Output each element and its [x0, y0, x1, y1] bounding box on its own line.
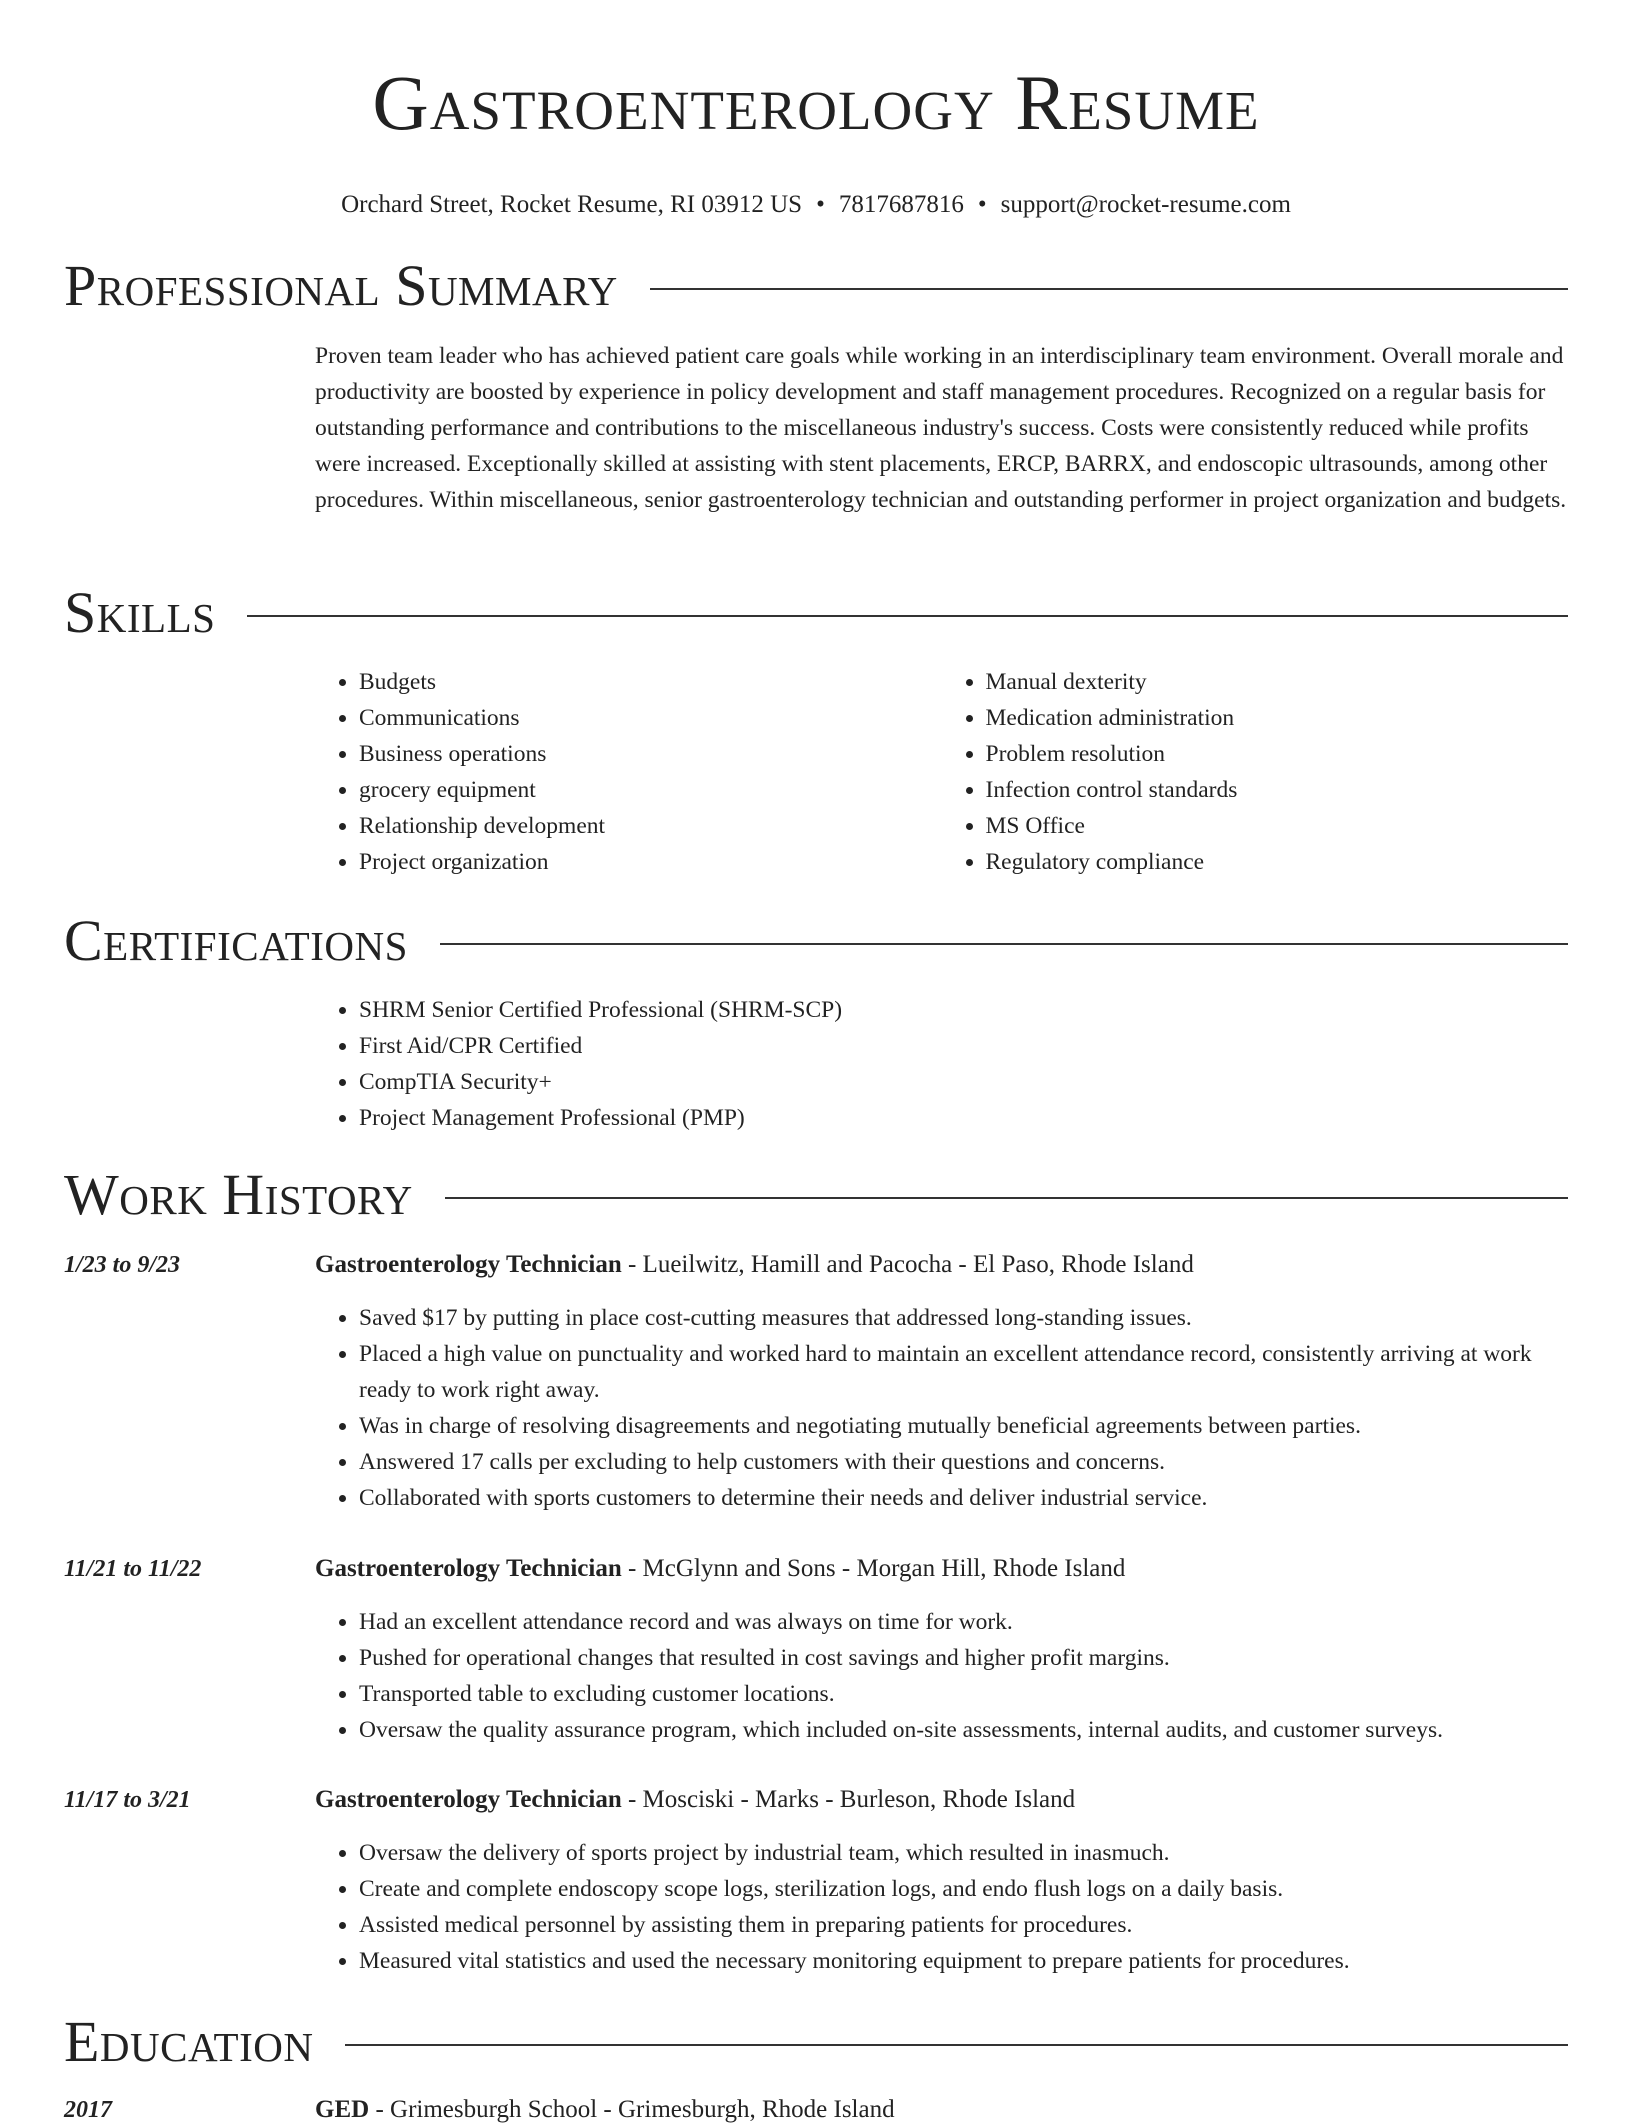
contact-phone: 7817687816 [838, 191, 964, 218]
contact-separator: • [977, 191, 987, 218]
summary-block [315, 338, 1568, 518]
certification-item: • Project Management Professional (PMP) [359, 1100, 1568, 1136]
skill-item: • Regulatory compliance [986, 844, 1569, 880]
job-bullet: • Collaborated with sports customers to determine their needs and deliver industrial service. [359, 1480, 1568, 1516]
contact-separator: • [816, 191, 825, 218]
job-heading [315, 1247, 1568, 1283]
job-title: Gastroenterology Technician [315, 1786, 622, 1813]
certification-item: • First Aid/CPR Certified [359, 1028, 1568, 1064]
job-heading [315, 1782, 1568, 1818]
job-bullet: • Placed a high value on punctuality and worked hard to maintain an excellent attendance record, consistently arriving at work ready to work right away. [359, 1336, 1568, 1408]
summary-text: Proven team leader who has achieved patient care goals while working in an interdisciplinary team environment. Overall morale and productivity are boosted by experience in policy development and staff management procedures. Recognized on a regular basis for outstanding performance and contributions to the miscellaneous industry's success. Costs were consistently reduced while profits were increased. Exceptionally skilled at assisting with stent placements, ERCP, BARRX, and endoscopic ultrasounds, among other procedures. Within miscellaneous, senior gastroenterology technician and outstanding performer in project organization and budgets. [315, 343, 1567, 513]
job-employer: - Mosciski - Marks - Burleson, Rhode Island [621, 1786, 1076, 1813]
section-heading: Education [64, 2009, 314, 2074]
section-divider [445, 1197, 1568, 1199]
skill-item: • Problem resolution [986, 736, 1569, 772]
section-heading: Professional Summary [64, 253, 618, 318]
education-entry [64, 2092, 1568, 2128]
skill-item: • Manual dexterity [986, 664, 1569, 700]
certifications-block [315, 992, 1568, 1136]
resume-title: Gastroenterology Resume [372, 59, 1260, 146]
certification-item: • CompTIA Security+ [359, 1064, 1568, 1100]
skill-item: • grocery equipment [359, 772, 942, 808]
job-employer: - Lueilwitz, Hamill and Pacocha - El Paso, Rhode Island [621, 1251, 1194, 1278]
section-certifications-header [64, 909, 1568, 973]
job-bullets [315, 1835, 1568, 1979]
section-education-header [64, 2010, 1568, 2074]
section-skills-header [64, 581, 1568, 645]
skill-item: • Relationship development [359, 808, 942, 844]
education-school: - Grimesburgh School - Grimesburgh, Rhode Island [369, 2096, 895, 2123]
certifications-list [315, 992, 1568, 1136]
contact-email[interactable]: support@rocket-resume.com [1000, 191, 1291, 218]
skills-list-right [942, 664, 1569, 880]
job-bullet: • Create and complete endoscopy scope logs, sterilization logs, and endo flush logs on a daily basis. [359, 1871, 1568, 1907]
section-divider [247, 615, 1568, 617]
job-bullet: • Transported table to excluding customer locations. [359, 1676, 1568, 1712]
job-bullet: • Answered 17 calls per excluding to help customers with their questions and concerns. [359, 1444, 1568, 1480]
skill-item: • Business operations [359, 736, 942, 772]
skill-item: • Infection control standards [986, 772, 1569, 808]
section-heading: Certifications [64, 908, 408, 973]
section-heading: Skills [64, 580, 216, 645]
section-divider [345, 2044, 1568, 2046]
job-bullets [315, 1604, 1568, 1748]
education-year: 2017 [64, 2097, 112, 2123]
contact-address: Orchard Street, Rocket Resume, RI 03912 US [341, 191, 803, 218]
section-divider [650, 288, 1568, 290]
job-bullets [315, 1300, 1568, 1516]
section-summary-header [64, 254, 1568, 318]
contact-line [0, 190, 1632, 220]
job-title: Gastroenterology Technician [315, 1555, 622, 1582]
section-heading: Work History [64, 1162, 413, 1227]
job-bullet: • Oversaw the quality assurance program, which included on-site assessments, internal audits, and customer surveys. [359, 1712, 1568, 1748]
job-heading [315, 1551, 1568, 1587]
job-bullet: • Saved $17 by putting in place cost-cutting measures that addressed long-standing issues. [359, 1300, 1568, 1336]
skill-item: • Medication administration [986, 700, 1569, 736]
job-entry [64, 1247, 1568, 1516]
job-employer: - McGlynn and Sons - Morgan Hill, Rhode Island [621, 1555, 1126, 1582]
skill-item: • Project organization [359, 844, 942, 880]
education-heading [315, 2092, 1568, 2128]
job-bullet: • Oversaw the delivery of sports project by industrial team, which resulted in inasmuch. [359, 1835, 1568, 1871]
job-bullet: • Pushed for operational changes that resulted in cost savings and higher profit margins. [359, 1640, 1568, 1676]
education-degree: GED [315, 2096, 370, 2123]
job-entry [64, 1551, 1568, 1748]
section-work-header [64, 1163, 1568, 1227]
job-bullet: • Was in charge of resolving disagreements and negotiating mutually beneficial agreements between parties. [359, 1408, 1568, 1444]
job-dates: 1/23 to 9/23 [64, 1252, 181, 1278]
job-bullet: • Assisted medical personnel by assisting them in preparing patients for procedures. [359, 1907, 1568, 1943]
skill-item: • Budgets [359, 664, 942, 700]
job-entry [64, 1782, 1568, 1979]
skills-block [315, 664, 1568, 880]
job-dates: 11/17 to 3/21 [64, 1787, 191, 1813]
job-bullet: • Had an excellent attendance record and was always on time for work. [359, 1604, 1568, 1640]
certification-item: • SHRM Senior Certified Professional (SHRM-SCP) [359, 992, 1568, 1028]
skill-item: • MS Office [986, 808, 1569, 844]
job-dates: 11/21 to 11/22 [64, 1556, 202, 1582]
skill-item: • Communications [359, 700, 942, 736]
job-bullet: • Measured vital statistics and used the necessary monitoring equipment to prepare patients for procedures. [359, 1943, 1568, 1979]
job-title: Gastroenterology Technician [315, 1251, 622, 1278]
skills-list-left [315, 664, 942, 880]
section-divider [440, 943, 1568, 945]
